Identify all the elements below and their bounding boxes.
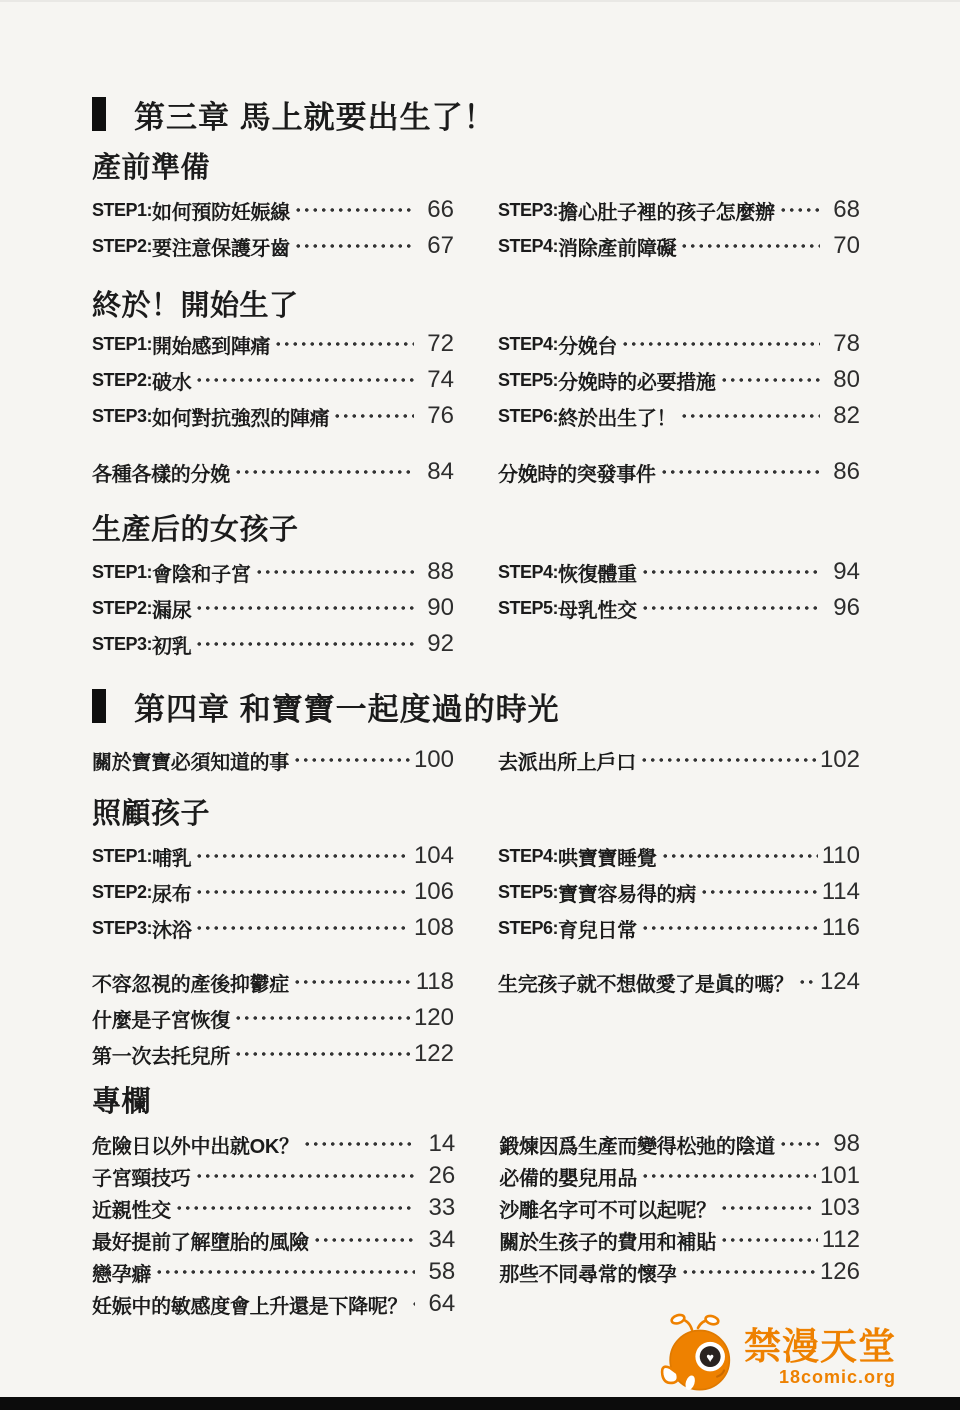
toc-entry bbox=[498, 910, 860, 946]
toc-entry-page: 88 bbox=[427, 558, 454, 585]
toc-section-birth bbox=[92, 288, 860, 434]
toc-entry-title: 沙雕名字可不可以起呢？ bbox=[499, 1199, 716, 1222]
toc-section-postnatal-girl bbox=[92, 512, 860, 662]
toc-entry-page: 68 bbox=[833, 196, 860, 223]
toc-entry-title: 消除產前障礙 bbox=[558, 237, 677, 260]
toc-column-left bbox=[92, 454, 454, 490]
toc-section-prenatal bbox=[92, 150, 860, 264]
section-heading: 產前準備 bbox=[92, 152, 211, 184]
site-name: 禁漫天堂 bbox=[744, 1325, 896, 1367]
toc-entry-step: STEP2: bbox=[92, 235, 153, 256]
toc-entry-page: 118 bbox=[415, 968, 454, 995]
dot-leader bbox=[274, 334, 414, 354]
toc-entry-step: STEP6: bbox=[498, 405, 559, 426]
dot-leader bbox=[700, 882, 818, 902]
toc-column-right bbox=[498, 326, 860, 434]
toc-entry-page: 103 bbox=[819, 1194, 860, 1221]
dot-leader bbox=[798, 972, 816, 992]
toc-entry bbox=[92, 742, 454, 778]
toc-entry-page: 34 bbox=[428, 1226, 456, 1253]
toc-entry bbox=[498, 362, 860, 398]
toc-entry-title: 哄寶寶睡覺 bbox=[558, 847, 657, 870]
dot-leader bbox=[411, 1294, 415, 1314]
toc-entry-title: 哺乳 bbox=[152, 847, 192, 870]
toc-entry-title: 什麼是子宮恢復 bbox=[92, 1009, 230, 1032]
toc-entry bbox=[92, 1256, 455, 1288]
toc-section-baby-intro bbox=[92, 742, 860, 778]
toc-entry bbox=[92, 228, 454, 264]
toc-entry-page: 58 bbox=[428, 1258, 456, 1285]
toc-entry-title: 各種各樣的分娩 bbox=[92, 463, 230, 486]
dot-leader bbox=[641, 598, 820, 618]
toc-entry-title: 尿布 bbox=[152, 883, 192, 906]
dot-leader bbox=[195, 918, 410, 938]
toc-entry-title: 母乳性交 bbox=[558, 599, 637, 622]
dot-leader bbox=[660, 462, 820, 482]
toc-entry bbox=[498, 192, 860, 228]
toc-entry-title: 近親性交 bbox=[92, 1199, 171, 1222]
toc-column-right bbox=[498, 964, 860, 1072]
toc-column-left bbox=[92, 838, 454, 946]
dot-leader bbox=[195, 882, 410, 902]
toc-entry-page: 120 bbox=[413, 1004, 454, 1031]
toc-entry-step: STEP6: bbox=[498, 917, 559, 938]
toc-entry-page: 92 bbox=[427, 630, 454, 657]
toc-entry-page: 100 bbox=[413, 746, 454, 773]
toc-entry-title: 分娩台 bbox=[558, 335, 618, 358]
toc-entry bbox=[92, 362, 454, 398]
dot-leader bbox=[680, 236, 820, 256]
toc-entry-page: 94 bbox=[833, 558, 860, 585]
toc-entry bbox=[92, 1128, 455, 1160]
toc-entry-title: 恢復體重 bbox=[558, 563, 637, 586]
toc-entry-page: 108 bbox=[413, 914, 454, 941]
toc-entry bbox=[92, 1224, 455, 1256]
toc-entry-page: 104 bbox=[413, 842, 454, 869]
toc-entry-title: 最好提前了解墮胎的風險 bbox=[92, 1231, 309, 1254]
svg-text:♥: ♥ bbox=[706, 1349, 715, 1365]
toc-entry bbox=[499, 1192, 860, 1224]
dot-leader bbox=[234, 1044, 410, 1064]
toc-entry bbox=[92, 1036, 454, 1072]
toc-entry-page: 96 bbox=[833, 594, 860, 621]
toc-entry-step: STEP1: bbox=[92, 561, 153, 582]
toc-entry bbox=[498, 398, 860, 434]
toc-entry-page: 74 bbox=[427, 366, 454, 393]
mascot-logo-icon bbox=[658, 1313, 738, 1400]
toc-entry-title: 會陰和子宮 bbox=[152, 563, 251, 586]
toc-column-left bbox=[92, 554, 454, 662]
site-watermark bbox=[658, 1313, 896, 1400]
toc-entry-page: 110 bbox=[821, 842, 860, 869]
toc-entry-title: 不容忽視的產後抑鬱症 bbox=[92, 973, 289, 996]
dot-leader bbox=[195, 370, 414, 390]
toc-entry-title: 生完孩子就不想做愛了是眞的嗎？ bbox=[498, 973, 794, 996]
dot-leader bbox=[195, 634, 414, 654]
toc-entry-page: 78 bbox=[833, 330, 860, 357]
scan-top-edge bbox=[0, 0, 960, 2]
section-heading: 生產后的女孩子 bbox=[92, 514, 299, 546]
toc-entry-page: 126 bbox=[819, 1258, 860, 1285]
toc-entry bbox=[498, 454, 860, 490]
toc-entry bbox=[92, 454, 454, 490]
toc-column-right bbox=[498, 192, 860, 264]
toc-entry-step: STEP5: bbox=[498, 369, 559, 390]
toc-entry-page: 70 bbox=[833, 232, 860, 259]
toc-entry-step: STEP2: bbox=[92, 369, 153, 390]
toc-entry bbox=[92, 1192, 455, 1224]
toc-entry-title: 危險日以外中出就OK？ bbox=[92, 1135, 299, 1158]
toc-entry bbox=[92, 838, 454, 874]
dot-leader bbox=[641, 562, 820, 582]
toc-entry bbox=[92, 1160, 455, 1192]
toc-entry bbox=[92, 1000, 454, 1036]
dot-leader bbox=[720, 370, 820, 390]
toc-entry-title: 第一次去托兒所 bbox=[92, 1045, 230, 1068]
toc-entry-page: 72 bbox=[427, 330, 454, 357]
toc-entry bbox=[92, 398, 454, 434]
toc-entry-page: 14 bbox=[428, 1130, 456, 1157]
toc-entry-step: STEP3: bbox=[92, 405, 153, 426]
toc-column-left bbox=[92, 964, 454, 1072]
toc-entry-step: STEP1: bbox=[92, 199, 153, 220]
toc-section-delivery-extra bbox=[92, 454, 860, 490]
chapter-marker-bar bbox=[92, 689, 106, 723]
toc-section-childcare bbox=[92, 796, 860, 946]
toc-entry-step: STEP2: bbox=[92, 597, 153, 618]
toc-entry-step: STEP5: bbox=[498, 597, 559, 618]
toc-entry-page: 84 bbox=[427, 458, 454, 485]
toc-entry-title: 如何預防妊娠線 bbox=[152, 201, 290, 224]
toc-entry bbox=[498, 838, 860, 874]
toc-entry-step: STEP3: bbox=[498, 199, 559, 220]
dot-leader bbox=[195, 846, 410, 866]
toc-entry-title: 分娩時的突發事件 bbox=[498, 463, 656, 486]
toc-entry-page: 98 bbox=[833, 1130, 860, 1157]
toc-entry bbox=[499, 1160, 860, 1192]
toc-entry-page: 33 bbox=[428, 1194, 456, 1221]
toc-entry-page: 106 bbox=[413, 878, 454, 905]
dot-leader bbox=[641, 918, 818, 938]
dot-leader bbox=[255, 562, 414, 582]
toc-column-right bbox=[498, 742, 860, 778]
toc-entry-page: 124 bbox=[819, 968, 860, 995]
dot-leader bbox=[155, 1262, 415, 1282]
toc-entry bbox=[92, 554, 454, 590]
dot-leader bbox=[681, 1262, 816, 1282]
toc-column-left bbox=[92, 1128, 455, 1320]
dot-leader bbox=[661, 846, 818, 866]
toc-entry bbox=[92, 192, 454, 228]
toc-entry-title: 漏尿 bbox=[152, 599, 192, 622]
toc-entry-title: 子宮頸技巧 bbox=[92, 1167, 191, 1190]
scan-bottom-edge bbox=[0, 1397, 960, 1410]
toc-entry-title: 鍛煉因爲生產而變得松弛的陰道 bbox=[499, 1135, 776, 1158]
watermark-text bbox=[744, 1325, 896, 1387]
dot-leader bbox=[293, 972, 412, 992]
dot-leader bbox=[313, 1230, 416, 1250]
toc-entry-step: STEP4: bbox=[498, 845, 559, 866]
toc-entry bbox=[92, 326, 454, 362]
dot-leader bbox=[293, 750, 410, 770]
toc-entry-step: STEP4: bbox=[498, 561, 559, 582]
toc-entry-title: 分娩時的必要措施 bbox=[558, 371, 716, 394]
toc-entry-title: 初乳 bbox=[152, 635, 192, 658]
chapter-marker-bar bbox=[92, 97, 106, 131]
dot-leader bbox=[234, 462, 414, 482]
toc-entry bbox=[498, 554, 860, 590]
dot-leader bbox=[333, 406, 414, 426]
toc-entry bbox=[92, 874, 454, 910]
toc-entry-page: 90 bbox=[427, 594, 454, 621]
toc-entry-title: 育兒日常 bbox=[558, 919, 637, 942]
chapter-title: 第四章 和寶寶一起度過的時光 bbox=[134, 691, 560, 727]
toc-entry-page: 116 bbox=[821, 914, 860, 941]
toc-entry-step: STEP5: bbox=[498, 881, 559, 902]
toc-entry bbox=[92, 626, 454, 662]
toc-column-left bbox=[92, 326, 454, 434]
toc-entry-title: 沐浴 bbox=[152, 919, 192, 942]
toc-entry bbox=[92, 910, 454, 946]
toc-entry-title: 關於生孩子的費用和補貼 bbox=[499, 1231, 716, 1254]
toc-column-right bbox=[498, 554, 860, 662]
toc-entry-page: 80 bbox=[833, 366, 860, 393]
toc-entry bbox=[92, 1288, 455, 1320]
toc-section-columns bbox=[92, 1084, 860, 1320]
toc-entry-step: STEP4: bbox=[498, 235, 559, 256]
toc-entry-page: 82 bbox=[833, 402, 860, 429]
toc-column-right bbox=[498, 454, 860, 490]
dot-leader bbox=[779, 1134, 820, 1154]
toc-entry-title: 去派出所上戶口 bbox=[498, 751, 636, 774]
toc-entry-page: 76 bbox=[427, 402, 454, 429]
toc-entry-step: STEP2: bbox=[92, 881, 153, 902]
toc-entry bbox=[498, 326, 860, 362]
toc-entry-page: 114 bbox=[821, 878, 860, 905]
toc-entry bbox=[92, 964, 454, 1000]
toc-entry-title: 如何對抗強烈的陣痛 bbox=[152, 407, 330, 430]
dot-leader bbox=[621, 334, 820, 354]
toc-entry bbox=[499, 1224, 860, 1256]
toc-entry bbox=[498, 964, 860, 1000]
section-heading: 終於！開始生了 bbox=[92, 290, 299, 322]
dot-leader bbox=[175, 1198, 415, 1218]
dot-leader bbox=[779, 200, 820, 220]
toc-entry-title: 妊娠中的敏感度會上升還是下降呢？ bbox=[92, 1295, 408, 1318]
dot-leader bbox=[234, 1008, 410, 1028]
toc-entry-page: 101 bbox=[819, 1162, 860, 1189]
dot-leader bbox=[303, 1134, 416, 1154]
toc-entry-page: 122 bbox=[413, 1040, 454, 1067]
toc-column-left bbox=[92, 742, 454, 778]
toc-entry-page: 66 bbox=[427, 196, 454, 223]
chapter-4-header bbox=[92, 686, 860, 726]
toc-entry bbox=[92, 590, 454, 626]
chapter-3-header bbox=[92, 94, 860, 134]
toc-entry-page: 64 bbox=[428, 1290, 456, 1317]
toc-entry-title: 關於寶寶必須知道的事 bbox=[92, 751, 289, 774]
site-url: 18comic.org bbox=[778, 1366, 896, 1387]
toc-entry bbox=[498, 874, 860, 910]
toc-entry bbox=[498, 742, 860, 778]
toc-entry-title: 終於出生了！ bbox=[558, 407, 677, 430]
toc-entry-title: 寶寶容易得的病 bbox=[558, 883, 696, 906]
toc-entry-title: 要注意保護牙齒 bbox=[152, 237, 290, 260]
chapter-title: 第三章 馬上就要出生了！ bbox=[134, 99, 496, 135]
dot-leader bbox=[720, 1198, 816, 1218]
toc-entry-page: 67 bbox=[427, 232, 454, 259]
toc-entry-title: 開始感到陣痛 bbox=[152, 335, 271, 358]
toc-entry-step: STEP1: bbox=[92, 845, 153, 866]
dot-leader bbox=[195, 598, 414, 618]
dot-leader bbox=[294, 200, 414, 220]
dot-leader bbox=[195, 1166, 416, 1186]
dot-leader bbox=[680, 406, 820, 426]
toc-entry-step: STEP1: bbox=[92, 333, 153, 354]
dot-leader bbox=[294, 236, 414, 256]
toc-entry-page: 26 bbox=[428, 1162, 456, 1189]
toc-entry-title: 戀孕癖 bbox=[92, 1263, 152, 1286]
toc-entry-page: 102 bbox=[819, 746, 860, 773]
dot-leader bbox=[720, 1230, 818, 1250]
toc-column-left bbox=[92, 192, 454, 264]
toc-entry-step: STEP3: bbox=[92, 633, 153, 654]
toc-column-right bbox=[499, 1128, 860, 1320]
toc-entry bbox=[498, 590, 860, 626]
toc-entry-title: 擔心肚子裡的孩子怎麼辦 bbox=[558, 201, 775, 224]
section-heading: 專欄 bbox=[92, 1086, 152, 1118]
toc-entry-page: 112 bbox=[821, 1226, 860, 1253]
toc-entry-step: STEP4: bbox=[498, 333, 559, 354]
toc-section-postpartum-topics bbox=[92, 964, 860, 1072]
toc-entry-page: 86 bbox=[833, 458, 860, 485]
toc-column-right bbox=[498, 838, 860, 946]
toc-entry-title: 那些不同尋常的懷孕 bbox=[499, 1263, 677, 1286]
toc-entry bbox=[498, 228, 860, 264]
toc-entry-title: 必備的嬰兒用品 bbox=[499, 1167, 638, 1190]
toc-entry bbox=[499, 1128, 860, 1160]
dot-leader bbox=[640, 750, 816, 770]
toc-entry-title: 破水 bbox=[152, 371, 192, 394]
dot-leader bbox=[641, 1166, 816, 1186]
toc-entry bbox=[499, 1256, 860, 1288]
toc-entry-step: STEP3: bbox=[92, 917, 153, 938]
section-heading: 照顧孩子 bbox=[92, 798, 211, 830]
